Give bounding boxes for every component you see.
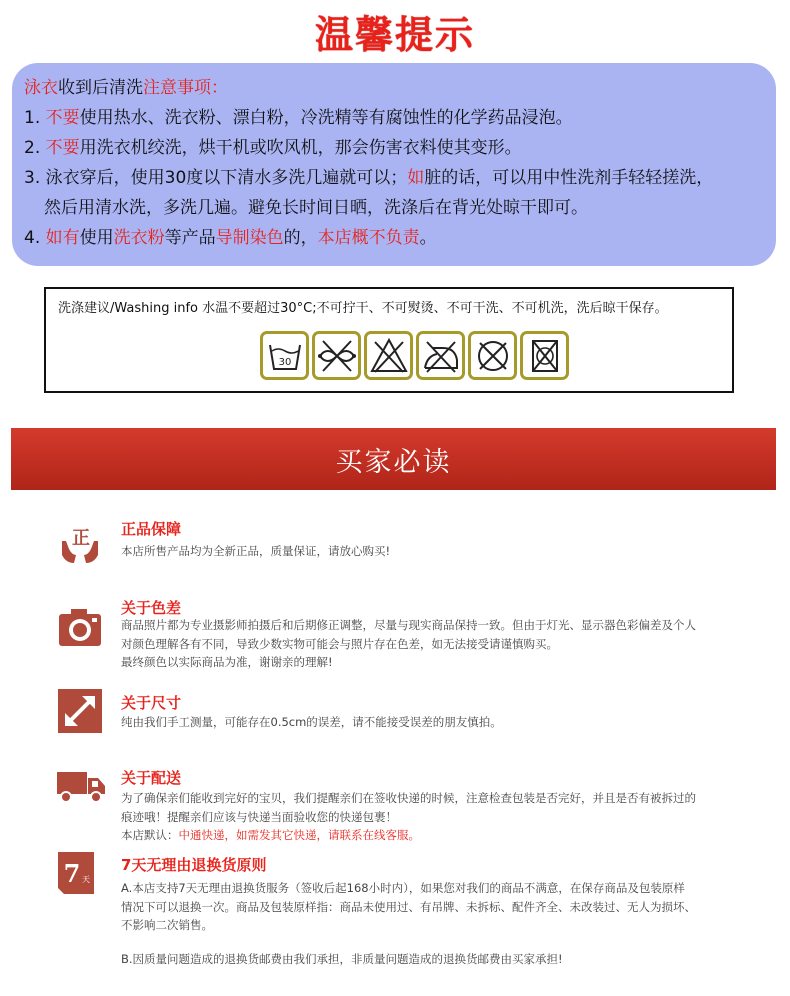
notice-intro-attention: 注意事项：	[143, 78, 228, 98]
section-line: B.因质量问题造成的退换货邮费由我们承担，非质量问题造成的退换货邮费由买家承担!	[121, 951, 563, 966]
section-title: 正品保障	[121, 520, 182, 538]
seven-day-calendar-icon	[56, 848, 96, 898]
notice-item-text: 3. 泳衣穿后，使用30度以下清水多洗几遍就可以；	[24, 168, 408, 188]
section-line: 商品照片都为专业摄影师拍摄后和后期修正调整，尽量与现实商品保持一致。但由于灯光、显示器色彩偏差及个人	[121, 618, 696, 632]
notice-item-number: 4.	[24, 228, 46, 248]
section-line: 本店所售产品均为全新正品，质量保证，请放心购买!	[121, 544, 391, 558]
notice-item-text: 。	[419, 228, 437, 248]
section-line: 痕迹哦！提醒亲们应该与快递当面验收您的快递包裹！	[121, 809, 397, 824]
section-line	[121, 826, 696, 845]
section-title: 关于配送	[121, 769, 182, 787]
notice-item-warning: 洗衣粉	[113, 228, 165, 248]
notice-item-warning: 不要	[45, 108, 80, 128]
section-line: 不影响二次销售。	[121, 918, 213, 932]
banner-title: 买家必读	[335, 446, 452, 478]
default-courier-label: 本店默认：	[121, 828, 179, 842]
notice-item-number: 1.	[24, 108, 46, 128]
wash-temp-label: 30	[278, 356, 291, 368]
no-iron-icon	[416, 331, 465, 380]
notice-item-text: 脏的话，可以用中性洗剂手轻轻搓洗，	[424, 168, 714, 188]
section-body	[121, 542, 390, 561]
no-bleach-icon	[364, 331, 413, 380]
notice-item-warning: 导制染色	[215, 228, 284, 248]
notice-item-text: 使用热水、洗衣粉、漂白粉，冷洗精等有腐蚀性的化学药品浸泡。	[79, 108, 573, 128]
page-title: 温馨提示	[314, 13, 475, 57]
notice-item-text: 用洗衣机绞洗，烘干机或吹风机，那会伤害衣料使其变形。	[79, 138, 522, 158]
section-body	[121, 713, 502, 732]
section-body	[121, 879, 696, 968]
default-courier-value: 中通快递，如需发其它快递，请联系在线客服。	[178, 828, 420, 842]
notice-item-number: 2.	[24, 138, 46, 158]
notice-item-2	[24, 133, 764, 163]
section-line: 为了确保亲们能收到完好的宝贝，我们提醒亲们在签收快递的时候，注意检查包装是否完好，并且是否有被拆过的	[121, 791, 696, 805]
notice-item-3	[24, 163, 764, 193]
washing-info-text: 洗涤建议/Washing info 水温不要超过30°C;不可拧干、不可熨烫、不可干洗、不可机洗，洗后晾干保存。	[58, 301, 668, 316]
notice-item-3-continued: 然后用清水洗，多洗几遍。避免长时间日晒，洗涤后在背光处晾干即可。	[44, 198, 588, 218]
section-line: 情况下可以退换一次。商品及包装原样指：商品未使用过、有吊牌、未拆标、配件齐全、未改装过、无人为损坏、	[121, 899, 696, 914]
notice-intro-text: 收到后清洗	[58, 78, 143, 98]
notice-item-warning: 不要	[45, 138, 80, 158]
no-tumble-dry-icon	[520, 331, 569, 380]
section-title: 关于色差	[121, 599, 182, 617]
delivery-truck-icon	[56, 766, 106, 814]
section-line: A.本店支持7天无理由退换货服务（签收后起168小时内），如果您对我们的商品不满意，在保存商品及包装原样	[121, 881, 685, 895]
section-line: 最终颜色以实际商品为准，谢谢亲的理解!	[121, 655, 333, 669]
wash-30-icon	[260, 331, 309, 380]
section-line: 纯由我们手工测量，可能存在0.5cm的误差，请不能接受误差的朋友慎拍。	[121, 715, 502, 729]
notice-item-1	[24, 103, 764, 133]
camera-icon	[56, 604, 104, 652]
notice-item-text: 等产品	[164, 228, 216, 248]
seven-day-number: 7	[63, 859, 81, 888]
seven-day-unit: 天	[82, 875, 90, 884]
care-notice-box	[12, 63, 776, 266]
section-body	[121, 789, 696, 845]
notice-intro-swimsuit: 泳衣	[24, 78, 58, 98]
genuine-hands-icon	[56, 519, 104, 567]
notice-item-warning: 如	[407, 168, 425, 188]
section-line: 对颜色理解各有不同，导致少数实物可能会与照片存在色差，如无法接受请谨慎购买。	[121, 636, 558, 651]
buyer-notice-banner	[11, 428, 776, 490]
resize-arrow-icon	[56, 687, 104, 735]
genuine-icon-char: 正	[72, 528, 90, 549]
washing-info-box	[44, 287, 734, 393]
notice-item-warning: 如有	[45, 228, 80, 248]
notice-item-text: 使用	[79, 228, 114, 248]
notice-item-4	[24, 223, 764, 253]
washing-icons	[260, 331, 569, 380]
no-wring-icon	[312, 331, 361, 380]
notice-intro	[24, 73, 764, 103]
section-body	[121, 616, 696, 672]
notice-item-text: 的，	[283, 228, 318, 248]
no-dryclean-icon	[468, 331, 517, 380]
section-title: 7天无理由退换货原则	[121, 856, 267, 874]
section-title: 关于尺寸	[121, 694, 182, 712]
notice-item-warning: 本店概不负责	[317, 228, 420, 248]
